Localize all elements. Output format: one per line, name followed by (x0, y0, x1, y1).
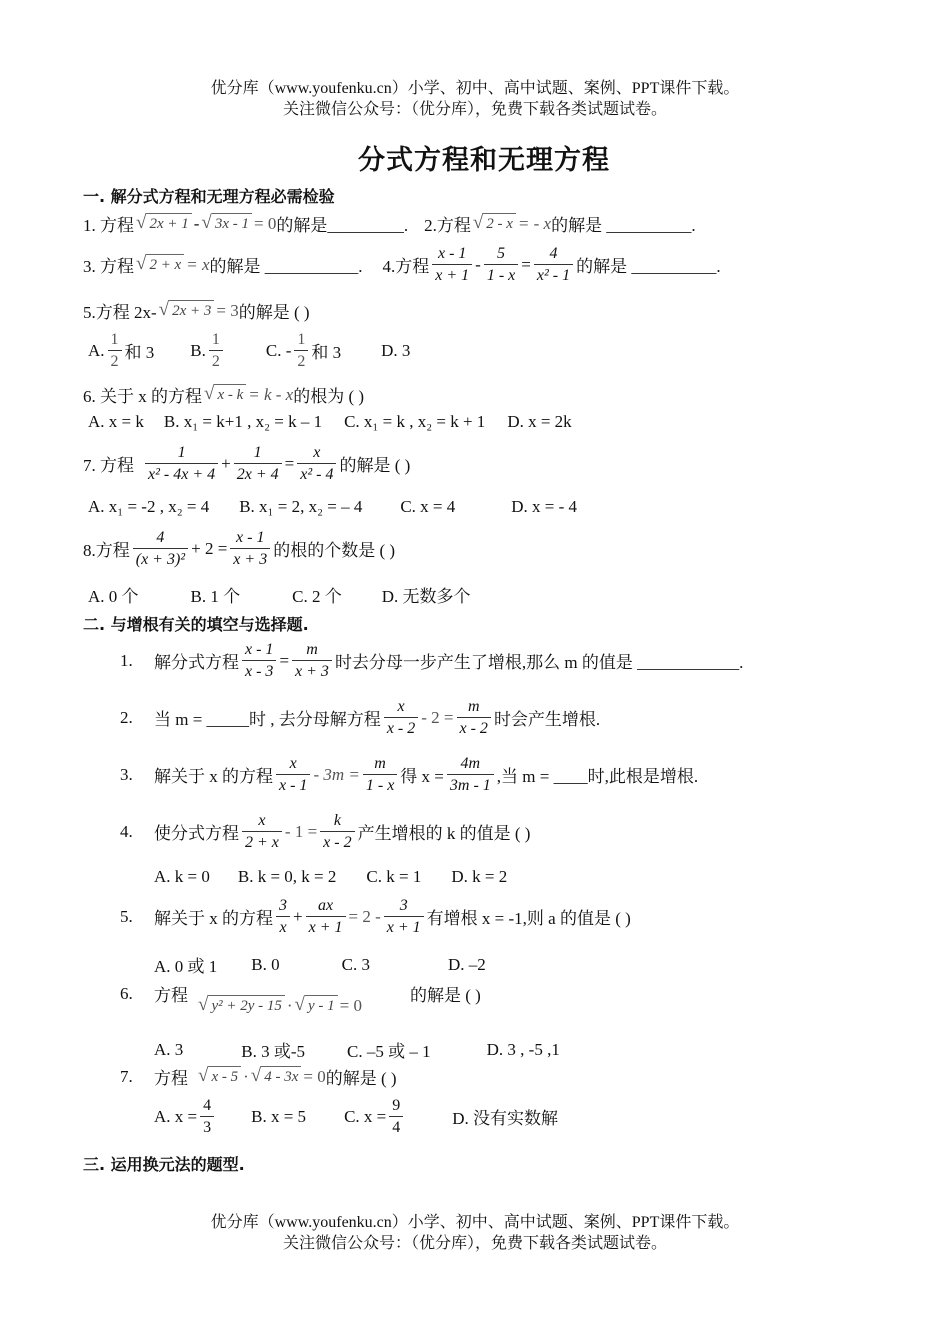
p5-option-a: A. 0 或 1 (154, 957, 218, 976)
p7-dot: · (243, 1066, 249, 1086)
p6-sqrt-2: √ y - 1 (295, 995, 338, 1016)
q1-minus: - (193, 213, 200, 233)
q2-suffix: 的解是 __________. (551, 216, 696, 235)
p2-number: 2. (120, 707, 133, 727)
p5-option-c: C. 3 (341, 954, 370, 974)
p7-option-c-label: C. x = (344, 1106, 387, 1126)
p7-option-a-label: A. x = (154, 1106, 198, 1126)
problem-6-options (154, 1037, 560, 1062)
q5-suffix: 的解是 ( ) (238, 303, 310, 322)
problem-6 (120, 981, 188, 1006)
p4-option-b: B. k = 0, k = 2 (237, 867, 337, 886)
p2-suffix: 时会产生增根. (493, 710, 601, 729)
q4-op-2: = (521, 254, 531, 274)
p6-suffix: 的解是 ( ) (410, 986, 481, 1005)
p2-fraction-2: $\frac{m}{x - 2}$ (457, 697, 491, 738)
p3-number: 3. (120, 764, 133, 784)
q5-option-c-label: C. - (265, 340, 292, 360)
q4-suffix: 的解是 __________. (576, 257, 721, 276)
problem-4-options (154, 867, 507, 887)
p7-sqrt-2: √ 4 - 3x (251, 1066, 302, 1087)
p7-sqrt-1: √ x - 5 (198, 1066, 241, 1087)
q7-suffix: 的解是 ( ) (339, 456, 411, 475)
p4-option-d: D. k = 2 (451, 867, 508, 886)
q1-prefix: 1. 方程 (83, 216, 134, 235)
q5-eq: = 3 (216, 300, 239, 320)
p3-suffix: ,当 m = ____时,此根是增根. (496, 767, 699, 786)
p4-suffix: 产生增根的 k 的值是 ( ) (357, 824, 531, 843)
p3-get: 得 x = (400, 767, 444, 786)
problem-4 (120, 811, 530, 852)
q1-sqrt-2: √ 3x - 1 (201, 213, 252, 234)
q5-option-b-fraction: $\frac{1}{2}$ (209, 330, 223, 371)
q1-eq: = 0 (253, 213, 277, 233)
q7-option-d: D. x = - 4 (511, 497, 578, 516)
p5-fraction-2: $\frac{ax}{x + 1}$ (306, 896, 346, 937)
p7-option-d: D. 没有实数解 (452, 1109, 559, 1128)
q2-eq: = - x (517, 213, 552, 233)
section-3-heading: 三. 运用换元法的题型. (83, 1155, 245, 1174)
question-8-options (88, 582, 471, 607)
problem-5 (120, 896, 631, 937)
q7-option-a: A. x₁ = -2 , x₂ = 4 (88, 497, 210, 516)
problem-5-options (154, 952, 486, 977)
q3-sqrt: √ 2 + x (136, 254, 184, 275)
p2-prefix: 当 m = _____时 , 去分母解方程 (154, 710, 381, 729)
q6-option-b: B. x₁ = k+1 , x₂ = k – 1 (163, 412, 323, 431)
q8-suffix: 的根的个数是 ( ) (273, 541, 396, 560)
p7-prefix: 方程 (154, 1069, 188, 1088)
p6-prefix: 方程 (154, 986, 188, 1005)
footer-line-1: 优分库（www.youfenku.cn）小学、初中、高中试题、案例、PPT课件下载。 (210, 1214, 740, 1231)
q6-eq: = k - x (248, 384, 294, 404)
p5-option-d: D. –2 (447, 954, 486, 974)
q5-option-a-tail: 和 3 (124, 343, 155, 362)
q1-sqrt-1: √ 2x + 1 (136, 213, 192, 234)
p7-suffix: 的解是 ( ) (325, 1069, 397, 1088)
q1-suffix: 的解是_________. (276, 216, 409, 235)
q4-op-1: - (475, 254, 481, 274)
p7-number: 7. (120, 1066, 133, 1086)
question-5-options (88, 330, 410, 371)
q7-option-b: B. x₁ = 2, x₂ = – 4 (239, 497, 363, 516)
question-5 (83, 298, 310, 323)
p7-option-c-fraction: $\frac{9}{4}$ (389, 1096, 403, 1137)
p1-suffix: 时去分母一步产生了增根,那么 m 的值是 ____________. (334, 653, 744, 672)
q7-op-1: + (221, 453, 231, 473)
p7-option-a-fraction: $\frac{4}{3}$ (200, 1096, 214, 1137)
footer-line-2: 关注微信公众号：（优分库），免费下载各类试题试卷。 (282, 1235, 667, 1252)
p6-option-d: D. 3 , -5 ,1 (486, 1039, 560, 1059)
p6-dot: · (286, 995, 293, 1015)
p1-fraction-1: $\frac{x - 1}{x - 3}$ (242, 640, 276, 681)
p5-prefix: 解关于 x 的方程 (154, 909, 273, 928)
p5-fraction-1: $\frac{3}{x}$ (276, 896, 290, 937)
p5-op-1: + (293, 906, 303, 926)
p1-eq: = (279, 650, 290, 670)
p4-prefix: 使分式方程 (154, 824, 239, 843)
q5-option-d: D. 3 (381, 340, 411, 360)
question-3-4 (83, 244, 721, 285)
p3-fraction-1: $\frac{x}{x - 1}$ (276, 754, 310, 795)
q8-option-c: C. 2 个 (292, 587, 342, 606)
q8-option-d: D. 无数多个 (381, 587, 471, 606)
p6-option-b: B. 3 或-5 (241, 1042, 306, 1061)
q8-fraction-2: $\frac{x - 1}{x + 3}$ (230, 528, 270, 569)
q5-prefix: 5.方程 2x- (83, 303, 157, 322)
header-line-1: 优分库（www.youfenku.cn）小学、初中、高中试题、案例、PPT课件下载。 (210, 80, 740, 97)
p3-fraction-2: $\frac{m}{1 - x}$ (363, 754, 397, 795)
problem-3 (120, 754, 698, 795)
problem-6-equation (196, 995, 362, 1016)
q8-option-a: A. 0 个 (88, 587, 139, 606)
p7-eq: = 0 (303, 1066, 326, 1086)
p6-sqrt-1: √ y² + 2y - 15 (198, 995, 285, 1016)
p5-option-b: B. 0 (251, 954, 280, 974)
q7-op-2: = (284, 453, 295, 473)
section-1-heading: 一. 解分式方程和无理方程必需检验 (83, 187, 335, 206)
q8-prefix: 8.方程 (83, 541, 130, 560)
q8-option-b: B. 1 个 (190, 587, 241, 606)
q7-prefix: 7. 方程 (83, 456, 134, 475)
p5-mid: = 2 - (348, 906, 381, 926)
p7-option-b: B. x = 5 (251, 1106, 307, 1126)
q5-option-c-fraction: $\frac{1}{2}$ (294, 330, 308, 371)
q7-fraction-2: $\frac{1}{2x + 4}$ (234, 443, 282, 484)
p4-fraction-2: $\frac{k}{x - 2}$ (320, 811, 354, 852)
problem-1 (120, 640, 743, 681)
q2-sqrt: √ 2 - x (473, 213, 516, 234)
question-8 (83, 528, 395, 569)
q5-sqrt: √ 2x + 3 (159, 300, 215, 321)
problem-7 (120, 1064, 397, 1089)
q6-prefix: 6. 关于 x 的方程 (83, 387, 202, 406)
p4-number: 4. (120, 821, 133, 841)
q3-eq: = x (186, 254, 210, 274)
p2-fraction-1: $\frac{x}{x - 2}$ (384, 697, 418, 738)
p3-fraction-3: $\frac{4m}{3m - 1}$ (447, 754, 494, 795)
problem-2 (120, 697, 600, 738)
q3-suffix: 的解是 ___________. (209, 257, 363, 276)
p4-option-c: C. k = 1 (366, 867, 422, 886)
p6-eq: = 0 (339, 995, 362, 1015)
p5-fraction-3: $\frac{3}{x + 1}$ (384, 896, 424, 937)
question-7-options (88, 497, 577, 517)
p5-suffix: 有增根 x = -1,则 a 的值是 ( ) (426, 909, 631, 928)
p4-option-a: A. k = 0 (154, 867, 210, 886)
q7-option-c: C. x = 4 (400, 497, 456, 516)
question-6 (83, 382, 364, 407)
section-2-heading: 二. 与增根有关的填空与选择题. (83, 615, 309, 634)
p4-mid: - 1 = (284, 821, 318, 841)
page-title: 分式方程和无理方程 (358, 145, 610, 176)
q5-option-a-label: A. (88, 340, 105, 360)
p6-option-c: C. –5 或 – 1 (347, 1042, 431, 1061)
q6-option-d: D. x = 2k (507, 412, 572, 431)
q4-fraction-1: $\frac{x - 1}{x + 1}$ (432, 244, 472, 285)
p1-prefix: 解分式方程 (154, 653, 239, 672)
q7-fraction-3: $\frac{x}{\text{x² - 4}}$ (297, 443, 336, 484)
q4-prefix: 4.方程 (382, 257, 430, 276)
q6-suffix: 的根为 ( ) (293, 387, 365, 406)
problem-7-options (154, 1096, 558, 1137)
q2-prefix: 2.方程 (424, 216, 471, 235)
p6-option-a: A. 3 (154, 1039, 184, 1059)
p1-fraction-2: $\frac{m}{x + 3}$ (292, 640, 332, 681)
q8-fraction-1: $\frac{4}{\text{(x + 3)²}}$ (133, 528, 188, 569)
q4-fraction-3: $\frac{4}{\text{x² - 1}}$ (534, 244, 573, 285)
p1-number: 1. (120, 650, 133, 670)
q6-option-c: C. x₁ = k , x₂ = k + 1 (344, 412, 486, 431)
p3-prefix: 解关于 x 的方程 (154, 767, 273, 786)
q3-prefix: 3. 方程 (83, 257, 134, 276)
q5-option-c-tail: 和 3 (311, 343, 342, 362)
problem-6-suffix (410, 981, 481, 1006)
q5-option-b-label: B. (190, 340, 206, 360)
p4-fraction-1: $\frac{x}{2 + x}$ (242, 811, 282, 852)
question-1 (83, 211, 696, 236)
p6-number: 6. (120, 983, 133, 1003)
p3-mid: - 3m = (313, 764, 360, 784)
p2-mid: - 2 = (421, 707, 454, 727)
question-7 (83, 443, 410, 484)
q8-mid: + 2 = (191, 538, 228, 558)
q6-option-a: A. x = k (88, 412, 144, 431)
q4-fraction-2: $\frac{5}{1 - x}$ (484, 244, 518, 285)
q7-fraction-1: $\frac{1}{\text{x² - 4x + 4}}$ (145, 443, 218, 484)
p5-number: 5. (120, 906, 133, 926)
question-6-options (88, 412, 572, 432)
header-line-2: 关注微信公众号：（优分库），免费下载各类试题试卷。 (282, 101, 667, 118)
q5-option-a-fraction: $\frac{1}{2}$ (108, 330, 122, 371)
q6-sqrt: √ x - k (204, 384, 246, 405)
